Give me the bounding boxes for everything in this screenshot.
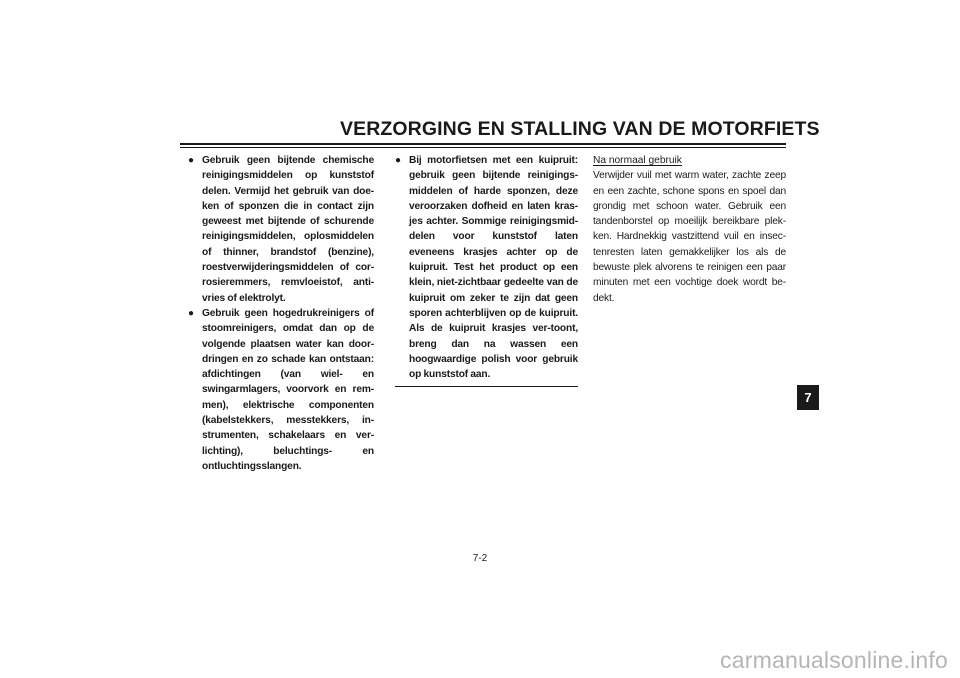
bullet-text: Gebruik geen hogedrukreinigers of stoomreinigers, omdat dan op de volgende plaatsen water kan door-dringen en zo schade kan ontstaan: afdichtingen (van wiel- en swingarmlagers, voorvork en rem-men), elektrische componenten (kabelstekkers, messtekkers, in-strumenten, schakelaars en ver-lichting), beluchtings- en ontluchtingsslangen.: [202, 307, 374, 472]
bullet-item: [395, 153, 578, 382]
bullet-dot-icon: ●: [395, 155, 402, 166]
bullet-dot-icon: ●: [188, 307, 195, 319]
header-rule-thin: [180, 147, 786, 148]
bullet-dot-icon: ●: [188, 155, 195, 166]
bullet-item: [188, 306, 374, 474]
bullet-text: Gebruik geen bijtende chemische reinigingsmiddelen op kunststof delen. Vermijd het gebruik van doe-ken of sponzen die in contact zijn geweest met bijtende of schurende reinigingsmiddelen, oplosmiddelen of thinner, brandstof (benzine), roestverwijderingsmiddelen of cor-rosieremmers, remvloeistof, anti-vries of elektrolyt.: [202, 155, 374, 304]
header-rule: [180, 143, 786, 145]
page-number: 7-2: [472, 553, 488, 564]
section-heading: Na normaal gebruik: [593, 155, 682, 166]
column-left: [188, 153, 374, 474]
watermark: carmanualsonline.info: [720, 647, 948, 673]
chapter-tab: 7: [797, 385, 819, 410]
column-middle: [395, 153, 578, 387]
bullet-item: [188, 153, 374, 306]
bullet-text: Bij motorfietsen met een kuipruit: gebruik geen bijtende reinigings-middelen of harde sponzen, deze veroorzaken dofheid en laten kras-jes achter. Sommige reinigingsmid-delen voor kunststof laten eveneens krasjes achter op de kuipruit. Test het product op een klein, niet-zichtbaar gedeelte van de kuipruit om zeker te zijn dat geen sporen achterblijven op de kuipruit. Als de kuipruit krasjes ver-toont, breng dan na wassen een hoogwaardige polish voor gebruik op kunststof aan.: [409, 155, 578, 381]
page-title: VERZORGING EN STALLING VAN DE MOTORFIETS: [340, 118, 820, 140]
column-right: [593, 153, 786, 306]
body-text: Verwijder vuil met warm water, zachte zeep en een zachte, schone spons en spoel dan grondig met schoon water. Gebruik een tandenborstel op moeilijk bereikbare plek-ken. Hardnekkig vastzittend vuil en insec-tenresten laten gemakkelijker los als de bewuste plek alvorens te reinigen een paar minuten met een vochtige doek wordt be-dekt.: [593, 170, 786, 304]
section-end-rule: [395, 386, 578, 387]
